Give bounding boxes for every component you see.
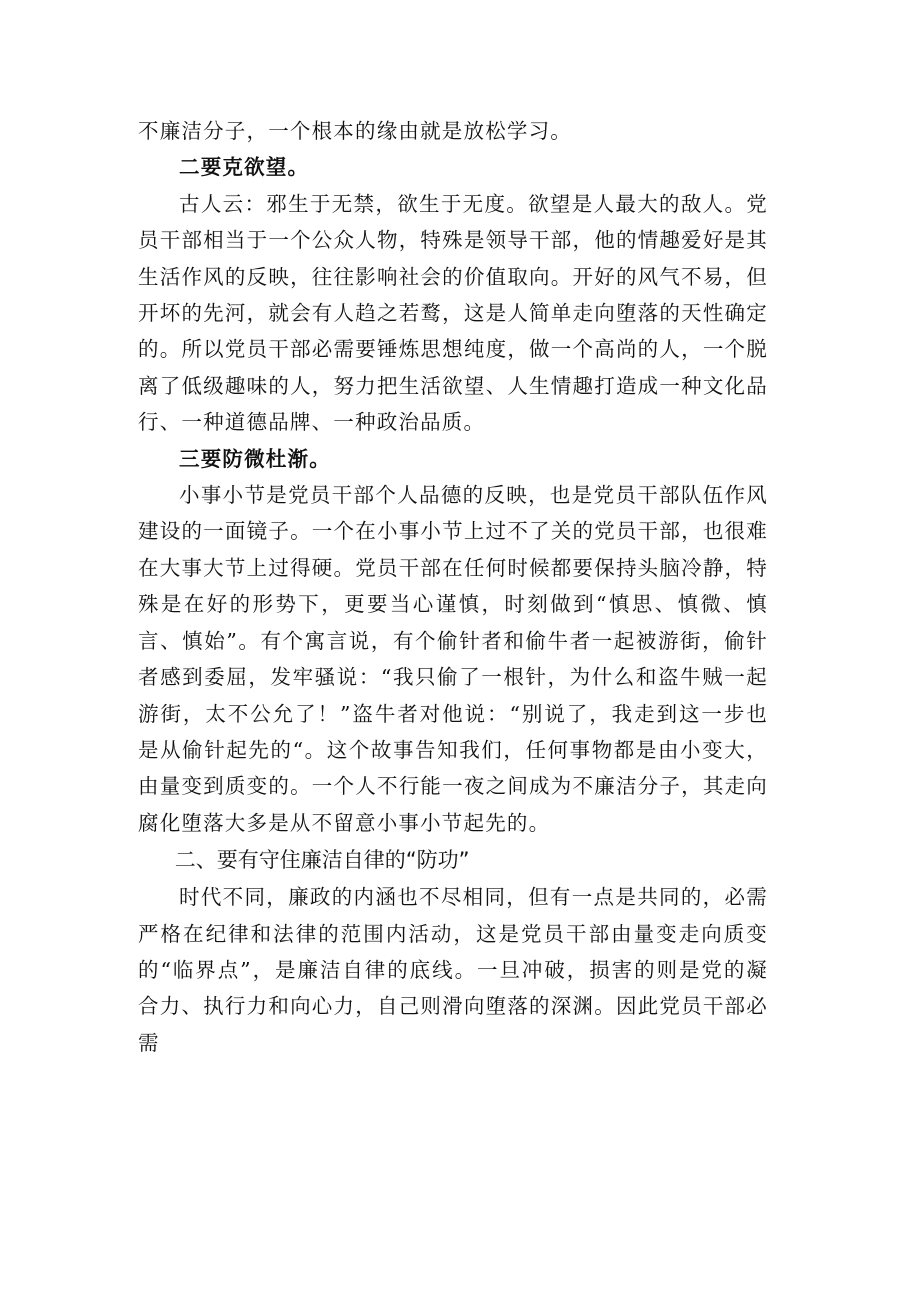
subheading-guard-against-small: 三要防微杜渐。 (179, 446, 331, 471)
subheading-curb-desire: 二要克欲望。 (179, 155, 310, 180)
paragraph-small-matters: 小事小节是党员干部个人品德的反映，也是党员干部队伍作风建设的一面镜子。一个在小事小节上过不了关的党员干部，也很难在大事大节上过得硬。党员干部在任何时候都要保持头脑冷静，特殊是在好的形势下，更要当心谨慎，时刻做到“慎思、慎微、慎言、慎始”。有个寓言说，有个偷针者和偷牛者一起被游街，偷针者感到委屈，发牢骚说：“我只偷了一根针，为什么和盗牛贼一起游街，太不公允了！”盗牛者对他说：“别说了，我走到这一步也是从偷针起先的“。这个故事告知我们，任何事物都是由小变大，由量变到质变的。一个人不行能一夜之间成为不廉洁分子，其走向腐化堕落大多是从不留意小事小节起先的。 (138, 483, 768, 835)
document-body (138, 113, 768, 1061)
paragraph-desire: 古人云：邪生于无禁，欲生于无度。欲望是人最大的敌人。党员干部相当于一个公众人物，特殊是领导干部，他的情趣爱好是其生活作风的反映，往往影响社会的价值取向。开好的风气不易，但开坏的先河，就会有人趋之若鹜，这是人简单走向堕落的天性确定的。所以党员干部必需要锤炼思想纯度，做一个高尚的人，一个脱离了低级趣味的人，努力把生活欲望、人生情趣打造成一种文化品行、一种道德品牌、一种政治品质。 (138, 191, 768, 435)
continuation-paragraph: 不廉洁分子，一个根本的缘由就是放松学习。 (138, 119, 572, 143)
section-heading-integrity-defense: 二、要有守住廉洁自律的“防功” (174, 848, 470, 873)
paragraph-times-differ: 时代不同，廉政的内涵也不尽相同，但有一点是共同的，必需严格在纪律和法律的范围内活动，这是党员干部由量变走向质变的“临界点”，是廉洁自律的底线。一旦冲破，损害的则是党的凝合力、执行力和向心力，自己则滑向堕落的深渊。因此党员干部必需 (138, 885, 768, 1055)
